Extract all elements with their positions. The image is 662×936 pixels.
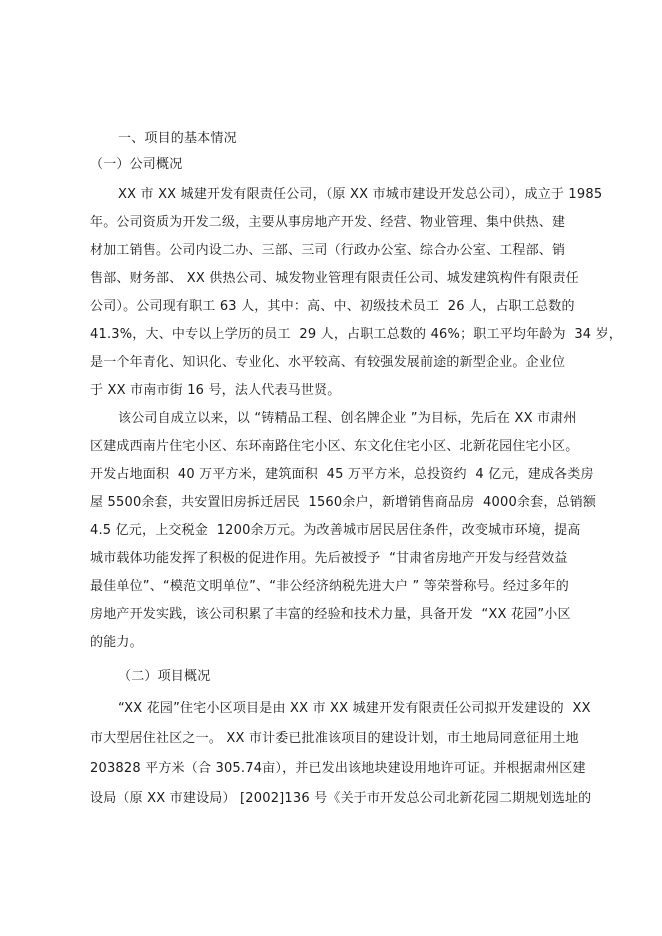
history-paragraph-line: 城市载体功能发挥了积极的促进作用。先后被授予 “甘肃省房地产开发与经营效益 bbox=[90, 551, 568, 566]
history-paragraph-line: 最佳单位”、“模范文明单位”、“非公经济纳税先进大户 ” 等荣誉称号。经过多年的 bbox=[90, 579, 569, 594]
history-paragraph-line: 屋 5500余套，共安置旧房拆迁居民 1560余户，新增销售商品房 4000余套，总销额 bbox=[90, 495, 597, 510]
section-one-title: 一、项目的基本情况 bbox=[118, 131, 237, 146]
project-paragraph-line: 203828 平方米（合 305.74亩），并已发出该地块建设用地许可证。并根据肃州区建 bbox=[90, 761, 586, 776]
subsection-one-title: （一）公司概况 bbox=[90, 157, 183, 172]
company-paragraph-line: 材加工销售。公司内设二办、三部、三司（行政办公室、综合办公室、工程部、销 bbox=[90, 243, 566, 258]
company-paragraph-line: 于 XX 市南市街 16 号，法人代表马世贤。 bbox=[90, 383, 341, 398]
company-paragraph-line: 售部、财务部、 XX 供热公司、城发物业管理有限责任公司、城发建筑构件有限责任 bbox=[90, 271, 579, 286]
subsection-two-title: （二）项目概况 bbox=[118, 669, 211, 684]
company-paragraph-line: XX 市 XX 城建开发有限责任公司，（原 XX 市城市建设开发总公司），成立于 1985 bbox=[118, 187, 603, 202]
company-paragraph-line: 是一个年青化、知识化、专业化、水平较高、有较强发展前途的新型企业。企业位 bbox=[90, 355, 566, 370]
company-paragraph-line: 年。公司资质为开发二级，主要从事房地产开发、经营、物业管理、集中供热、建 bbox=[90, 215, 566, 230]
history-paragraph-line: 4.5 亿元，上交税金 1200余万元。为改善城市居民居住条件，改变城市环境，提高 bbox=[90, 523, 581, 538]
project-paragraph-line: 市大型居住社区之一。 XX 市计委已批准该项目的建设计划，市土地局同意征用土地 bbox=[90, 731, 579, 746]
history-paragraph-line: 区建成西南片住宅小区、东环南路住宅小区、东文化住宅小区、北新花园住宅小区。 bbox=[90, 439, 579, 454]
project-paragraph-line: 设局（原 XX 市建设局） [2002]136 号《关于市开发总公司北新花园二期规划选址的 bbox=[90, 791, 592, 806]
history-paragraph-line: 房地产开发实践，该公司积累了丰富的经验和技术力量，具备开发 “XX 花园”小区 bbox=[90, 607, 571, 622]
company-paragraph-line: 41.3%，大、中专以上学历的员工 29 人，占职工总数的 46%；职工平均年龄为 34 岁， bbox=[90, 327, 623, 342]
company-paragraph-line: 公司）。公司现有职工 63 人，其中：高、中、初级技术员工 26 人，占职工总数的 bbox=[90, 299, 575, 314]
history-paragraph-line: 开发占地面积 40 万平方米，建筑面积 45 万平方米，总投资约 4 亿元，建成各类房 bbox=[90, 467, 594, 482]
project-paragraph-line: “XX 花园”住宅小区项目是由 XX 市 XX 城建开发有限责任公司拟开发建设的 XX bbox=[118, 701, 591, 716]
history-paragraph-line: 的能力。 bbox=[90, 635, 143, 650]
history-paragraph-line: 该公司自成立以来，以 “铸精品工程、创名牌企业 ”为目标，先后在 XX 市肃州 bbox=[118, 411, 577, 426]
